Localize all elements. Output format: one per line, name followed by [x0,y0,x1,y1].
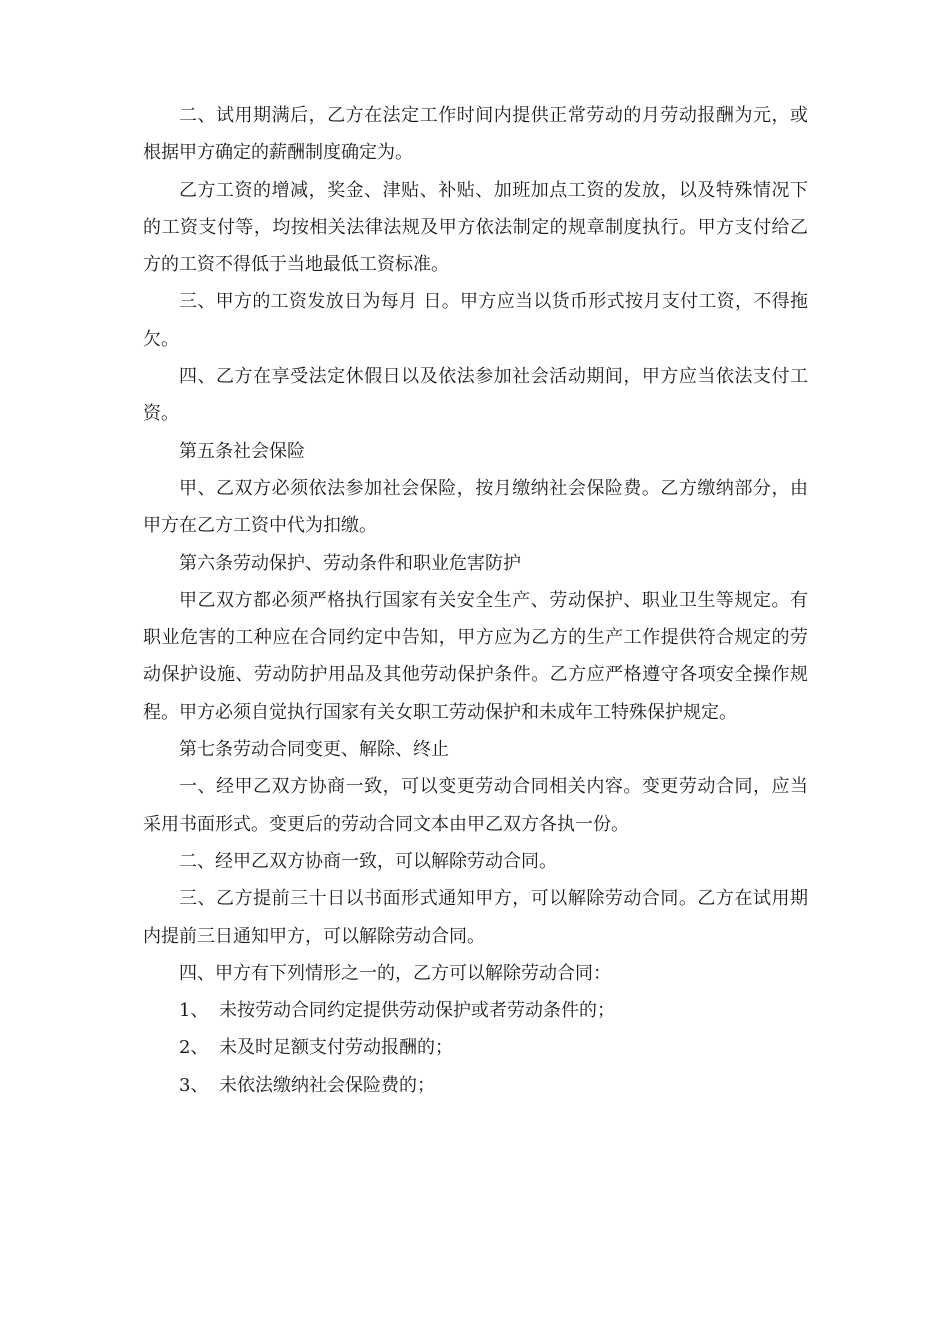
paragraph-social-insurance: 甲、乙双方必须依法参加社会保险，按月缴纳社会保险费。乙方缴纳部分，由甲方在乙方工资中代为扣缴。 [143,477,808,537]
list-item-number: 2、 [179,1037,209,1059]
list-item-text: 未依法缴纳社会保险费的； [219,1074,435,1096]
paragraph-employee-notice: 三、乙方提前三十日以书面形式通知甲方，可以解除劳动合同。乙方在试用期内提前三日通知甲方，可以解除劳动合同。 [143,888,808,947]
list-item-text: 未及时足额支付劳动报酬的； [219,1037,453,1059]
paragraph-employer-conditions: 四、甲方有下列情形之一的，乙方可以解除劳动合同： [179,962,611,984]
heading-article-7: 第七条劳动合同变更、解除、终止 [179,739,449,761]
heading-article-6: 第六条劳动保护、劳动条件和职业危害防护 [179,552,521,574]
paragraph-salary-adjustment: 乙方工资的增减，奖金、津贴、补贴、加班加点工资的发放，以及特殊情况下的工资支付等，均按相关法律法规及甲方依法制定的规章制度执行。甲方支付给乙方的工资不得低于当地最低工资标准。 [143,179,808,276]
heading-article-5: 第五条社会保险 [179,440,305,462]
document-body [143,97,808,1104]
list-item [143,1029,808,1066]
paragraph-payday: 三、甲方的工资发放日为每月 日。甲方应当以货币形式按月支付工资，不得拖欠。 [143,291,808,350]
list-item-text: 未按劳动合同约定提供劳动保护或者劳动条件的； [219,1000,615,1022]
paragraph-salary-after-probation: 二、试用期满后，乙方在法定工作时间内提供正常劳动的月劳动报酬为元，或根据甲方确定的薪酬制度确定为。 [143,105,808,164]
list-item-number: 1、 [179,1000,209,1022]
paragraph-labor-protection: 甲乙双方都必须严格执行国家有关安全生产、劳动保护、职业卫生等规定。有职业危害的工种应在合同约定中告知，甲方应为乙方的生产工作提供符合规定的劳动保护设施、劳动防护用品及其他劳动保护条件。乙方应严格遵守各项安全操作规程。甲方必须自觉执行国家有关女职工劳动保护和未成年工特殊保护规定。 [143,589,808,723]
paragraph-mutual-termination: 二、经甲乙双方协商一致，可以解除劳动合同。 [179,850,557,872]
paragraph-contract-change: 一、经甲乙双方协商一致，可以变更劳动合同相关内容。变更劳动合同，应当采用书面形式。变更后的劳动合同文本由甲乙双方各执一份。 [143,776,808,835]
paragraph-holiday-pay: 四、乙方在享受法定休假日以及依法参加社会活动期间，甲方应当依法支付工资。 [143,366,808,425]
list-item [143,992,808,1029]
list-item [143,1067,808,1104]
list-item-number: 3、 [179,1074,209,1096]
